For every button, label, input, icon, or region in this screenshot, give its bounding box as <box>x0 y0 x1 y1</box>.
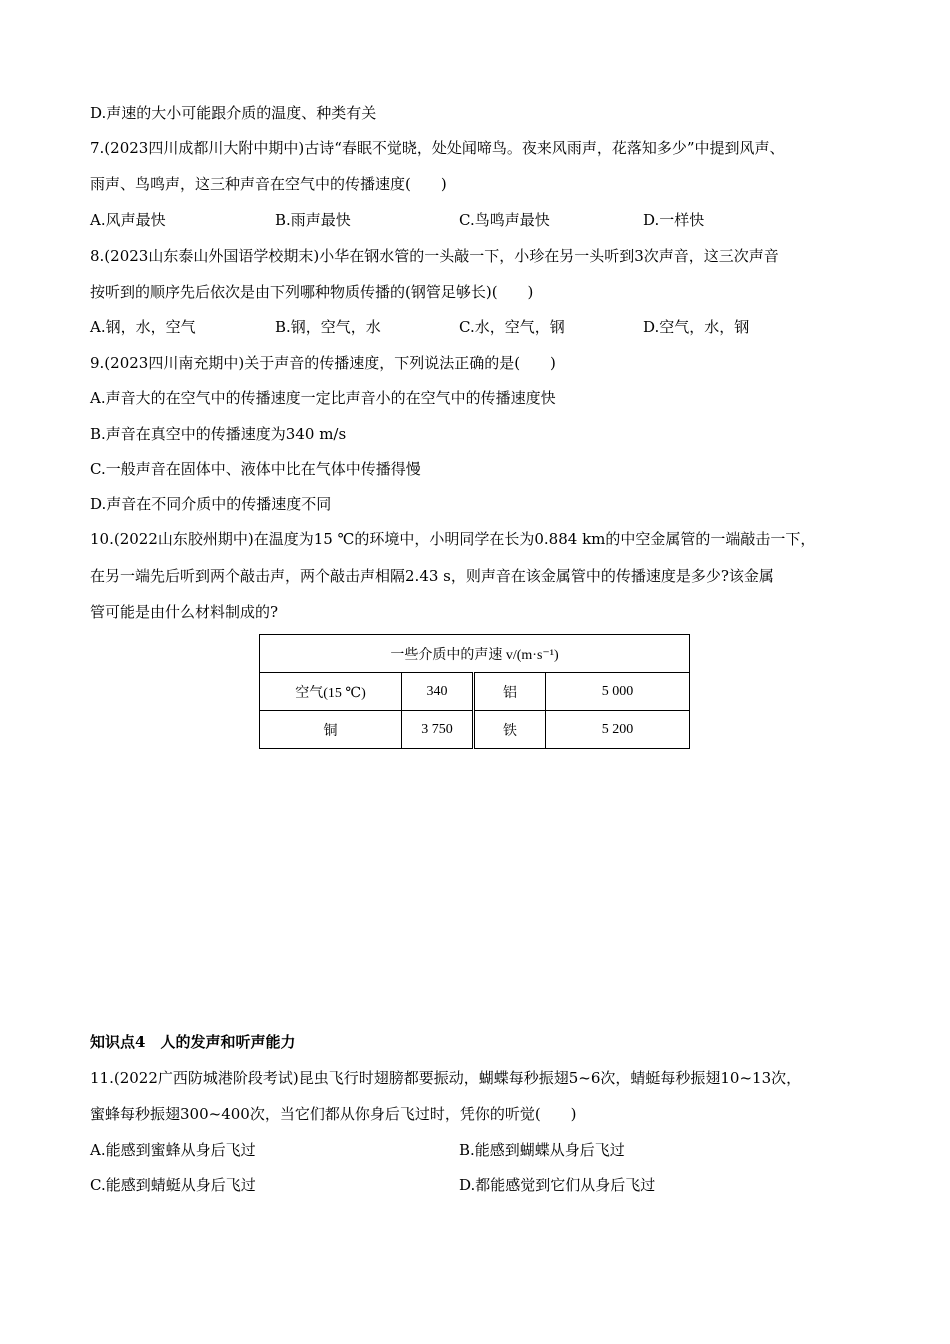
table-row <box>260 711 690 749</box>
table-cell: 铁 <box>474 711 546 749</box>
q8-stem-line2: 按听到的顺序先后依次是由下列哪种物质传播的(钢管足够长)( ) <box>90 283 534 301</box>
q7-stem-line1: 7.(2023四川成都川大附中期中)古诗“春眠不觉晓，处处闻啼鸟。夜来风雨声，花落知多少”中提到风声、 <box>90 139 785 157</box>
q10-stem-line2: 在另一端先后听到两个敲击声，两个敲击声相隔2.43 s，则声音在该金属管中的传播速度是多少?该金属 <box>90 567 774 585</box>
q9-stem: 9.(2023四川南充期中)关于声音的传播速度，下列说法正确的是( ) <box>90 354 556 372</box>
q7-option-a: A.风声最快 <box>90 211 166 229</box>
q11-stem-line1: 11.(2022广西防城港阶段考试)昆虫飞行时翅膀都要振动，蝴蝶每秒振翅5~6次，蜻蜓每秒振翅10~13次， <box>90 1069 802 1087</box>
q6-option-d: D.声速的大小可能跟介质的温度、种类有关 <box>90 104 377 122</box>
table-cell: 5 000 <box>546 673 690 711</box>
q8-option-b: B.钢，空气，水 <box>275 318 381 336</box>
sound-speed-table <box>259 634 690 749</box>
q10-stem-line1: 10.(2022山东胶州期中)在温度为15 ℃的环境中，小明同学在长为0.884 km的中空金属管的一端敲击一下， <box>90 530 816 548</box>
q8-stem-line1: 8.(2023山东泰山外国语学校期末)小华在钢水管的一头敲一下，小珍在另一头听到3次声音，这三次声音 <box>90 247 779 265</box>
q11-option-d: D.都能感觉到它们从身后飞过 <box>459 1176 656 1194</box>
q11-option-c: C.能感到蜻蜓从身后飞过 <box>90 1176 256 1194</box>
q9-option-c: C.一般声音在固体中、液体中比在气体中传播得慢 <box>90 460 421 478</box>
table-cell: 铜 <box>260 711 402 749</box>
q7-stem-line2: 雨声、鸟鸣声，这三种声音在空气中的传播速度( ) <box>90 175 447 193</box>
q9-option-d: D.声音在不同介质中的传播速度不同 <box>90 495 332 513</box>
table-caption: 一些介质中的声速 v/(m·s⁻¹) <box>260 635 690 673</box>
q10-stem-line3: 管可能是由什么材料制成的? <box>90 603 279 621</box>
table-cell: 340 <box>402 673 474 711</box>
table-row <box>260 673 690 711</box>
q8-option-d: D.空气，水，钢 <box>643 318 750 336</box>
section-heading: 知识点4 人的发声和听声能力 <box>90 1033 296 1051</box>
q7-option-c: C.鸟鸣声最快 <box>459 211 550 229</box>
q11-option-a: A.能感到蜜蜂从身后飞过 <box>90 1141 256 1159</box>
q9-option-a: A.声音大的在空气中的传播速度一定比声音小的在空气中的传播速度快 <box>90 389 556 407</box>
q7-option-b: B.雨声最快 <box>275 211 351 229</box>
q7-option-d: D.一样快 <box>643 211 705 229</box>
table-cell: 3 750 <box>402 711 474 749</box>
table-cell: 空气(15 ℃) <box>260 673 402 711</box>
q11-stem-line2: 蜜蜂每秒振翅300~400次，当它们都从你身后飞过时，凭你的听觉( ) <box>90 1105 577 1123</box>
q8-option-c: C.水，空气，钢 <box>459 318 565 336</box>
table-cell: 铝 <box>474 673 546 711</box>
q8-option-a: A.钢，水，空气 <box>90 318 196 336</box>
q11-option-b: B.能感到蝴蝶从身后飞过 <box>459 1141 625 1159</box>
table-cell: 5 200 <box>546 711 690 749</box>
q9-option-b: B.声音在真空中的传播速度为340 m/s <box>90 425 347 443</box>
